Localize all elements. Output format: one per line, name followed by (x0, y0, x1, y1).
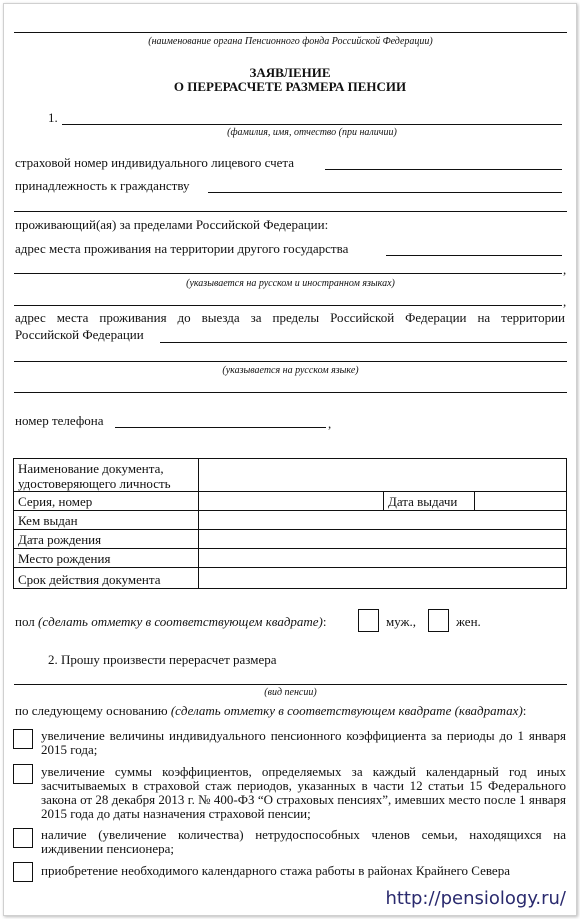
citizenship-field[interactable] (208, 192, 562, 193)
pre-departure-field-2[interactable] (14, 361, 567, 362)
basis-option-1: увеличение величины индивидуального пенсионного коэффициента за периоды до 1 января 2015 года; (41, 728, 566, 757)
recalc-request: 2. Прошу произвести перерасчет размера (48, 652, 277, 667)
phone-field[interactable] (115, 427, 326, 428)
female-label: жен. (456, 614, 481, 629)
birth-place-field[interactable] (199, 549, 567, 568)
female-checkbox[interactable] (428, 609, 449, 632)
table-row (14, 459, 567, 492)
basis-option-2: увеличение суммы коэффициентов, определяемых за каждый календарный год иных засчитываемых в страховой стаж периодов, указанных в части 12 статьи 15 Федерального закона от 28 декабря 2013 г. № 400-ФЗ “О страховых пенсиях”, имевших место после 1 января 2015 года до даты назначения страховой пенсии; (41, 764, 566, 821)
birth-date-label: Дата рождения (14, 530, 199, 549)
issue-date-field[interactable] (475, 492, 567, 511)
phone-label: номер телефона (15, 413, 104, 428)
basis-label: по следующему основанию (15, 703, 168, 718)
table-row (14, 511, 567, 530)
basis-option-3: наличие (увеличение количества) нетрудоспособных членов семьи, находящихся на иждивении пенсионера; (41, 827, 566, 856)
series-number-label: Серия, номер (14, 492, 199, 511)
foreign-address-field-3[interactable] (14, 305, 562, 306)
series-number-field[interactable] (199, 492, 384, 511)
basis-option-4: приобретение необходимого календарного стажа работы в районах Крайнего Севера (41, 863, 510, 878)
foreign-address-comma-1: , (563, 262, 567, 277)
separator-line (14, 211, 567, 212)
phone-comma: , (328, 416, 332, 431)
pension-type-hint: (вид пенсии) (264, 687, 317, 698)
validity-field[interactable] (199, 568, 567, 589)
pension-type-field[interactable] (14, 684, 567, 685)
id-document-table (13, 458, 567, 589)
table-row (14, 568, 567, 589)
foreign-address-comma-2: , (563, 294, 567, 309)
table-row (14, 530, 567, 549)
pre-departure-field-1[interactable] (160, 342, 567, 343)
issued-by-field[interactable] (199, 511, 567, 530)
basis-checkbox-3[interactable] (13, 828, 33, 848)
section-1-number: 1. (48, 110, 58, 125)
gender-hint: (сделать отметку в соответствующем квадрате) (38, 614, 323, 629)
gender-label: пол (15, 614, 35, 629)
basis-row (15, 703, 526, 719)
validity-label: Срок действия документа (14, 568, 199, 589)
pre-departure-hint: (указывается на русском языке) (222, 365, 359, 376)
snils-label: страховой номер индивидуального лицевого счета (15, 155, 295, 170)
doc-name-label-2: удостоверяющего личность (18, 476, 171, 491)
fio-field[interactable] (62, 124, 562, 125)
gender-colon: : (322, 614, 327, 629)
foreign-address-label: адрес места проживания на территории другого государства (15, 241, 349, 256)
basis-checkbox-1[interactable] (13, 729, 33, 749)
basis-checkbox-2[interactable] (13, 764, 33, 784)
basis-colon: : (522, 703, 527, 718)
citizenship-label: принадлежность к гражданству (15, 178, 190, 193)
pre-departure-label-1: адрес места проживания до выезда за пределы Российской Федерации на территории (15, 310, 565, 325)
male-checkbox[interactable] (358, 609, 379, 632)
doc-name-label-1: Наименование документа, (18, 461, 164, 476)
gender-row (15, 614, 327, 630)
pre-departure-field-3[interactable] (14, 392, 567, 393)
doc-name-cell (14, 459, 199, 492)
document-title: ЗАЯВЛЕНИЕ (249, 65, 331, 80)
basis-checkbox-4[interactable] (13, 862, 33, 882)
male-label: муж., (386, 614, 417, 629)
watermark-link[interactable]: http://pensiology.ru/ (385, 888, 566, 909)
birth-date-field[interactable] (199, 530, 567, 549)
doc-name-field[interactable] (199, 459, 567, 492)
foreign-address-field-1[interactable] (386, 255, 562, 256)
foreign-address-field-2[interactable] (14, 273, 562, 274)
fio-hint: (фамилия, имя, отчество (при наличии) (227, 127, 397, 138)
table-row (14, 492, 567, 511)
authority-line[interactable] (14, 32, 567, 33)
table-row (14, 549, 567, 568)
snils-field[interactable] (325, 169, 562, 170)
authority-hint: (наименование органа Пенсионного фонда Российской Федерации) (148, 36, 433, 47)
birth-place-label: Место рождения (14, 549, 199, 568)
document-subtitle: О ПЕРЕРАСЧЕТЕ РАЗМЕРА ПЕНСИИ (173, 79, 407, 94)
residing-abroad-label: проживающий(ая) за пределами Российской Федерации: (15, 217, 329, 232)
basis-hint: (сделать отметку в соответствующем квадрате (квадратах) (170, 703, 523, 718)
issued-by-label: Кем выдан (14, 511, 199, 530)
foreign-address-hint: (указывается на русском и иностранном языках) (186, 278, 395, 289)
pre-departure-label-2: Российской Федерации (15, 327, 144, 342)
issue-date-label: Дата выдачи (384, 492, 475, 511)
